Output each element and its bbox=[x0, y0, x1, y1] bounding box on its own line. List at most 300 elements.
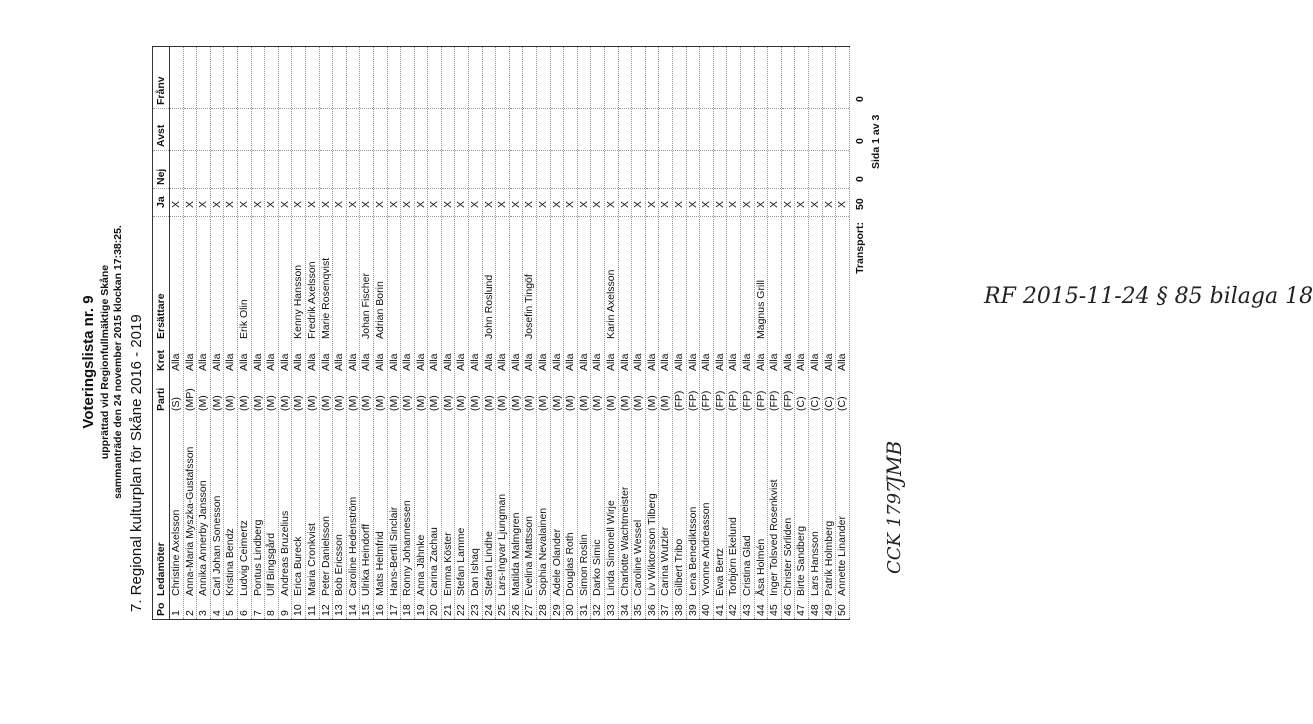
cell-absent bbox=[333, 47, 346, 109]
cell-substitute bbox=[252, 217, 265, 342]
total-no: 0 bbox=[854, 176, 866, 182]
cell-absent bbox=[578, 47, 591, 109]
table-row bbox=[646, 47, 660, 619]
cell-member-name: Patrik Holmberg bbox=[822, 520, 835, 596]
cell-party: (M) bbox=[333, 395, 346, 411]
cell-no bbox=[184, 151, 197, 189]
table-row bbox=[320, 47, 334, 619]
cell-no bbox=[836, 151, 849, 189]
cell-po: 38 bbox=[672, 604, 685, 616]
transport-label: Transport: bbox=[854, 222, 866, 274]
table-row bbox=[428, 47, 442, 619]
cell-abstain bbox=[823, 109, 836, 151]
cell-no bbox=[809, 151, 822, 189]
cell-substitute bbox=[578, 217, 591, 342]
cell-yes: X bbox=[211, 189, 224, 217]
cell-po: 12 bbox=[319, 604, 332, 616]
cell-yes: X bbox=[455, 189, 468, 217]
cell-po: 8 bbox=[265, 610, 278, 616]
cell-member-name: Carl Johan Sonesson bbox=[210, 495, 223, 596]
cell-po: 9 bbox=[278, 610, 291, 616]
cell-abstain bbox=[809, 109, 822, 151]
cell-po: 27 bbox=[523, 604, 536, 616]
cell-district: Alla bbox=[686, 353, 699, 371]
cell-yes: X bbox=[184, 189, 197, 217]
cell-absent bbox=[428, 47, 441, 109]
cell-po: 30 bbox=[564, 604, 577, 616]
table-row bbox=[469, 47, 483, 619]
cell-substitute: Fredrik Axelsson bbox=[305, 261, 318, 339]
cell-absent bbox=[836, 47, 849, 109]
cell-po: 50 bbox=[836, 604, 849, 616]
cell-no bbox=[619, 151, 632, 189]
cell-party: (FP) bbox=[713, 390, 726, 411]
cell-member-name: Caroline Wessel bbox=[632, 519, 645, 596]
cell-yes: X bbox=[320, 189, 333, 217]
column-header-yes: Ja bbox=[153, 189, 169, 217]
cell-district: Alla bbox=[768, 353, 781, 371]
column-header-party: Parti bbox=[155, 387, 167, 411]
cell-member-name: Ulrika Heindorff bbox=[360, 523, 373, 596]
cell-district: Alla bbox=[237, 353, 250, 371]
cell-abstain bbox=[197, 109, 210, 151]
cell-party: (C) bbox=[822, 396, 835, 411]
cell-abstain bbox=[768, 109, 781, 151]
cell-member-name: Anna-Maria Myszka-Gustafsson bbox=[183, 446, 196, 596]
cell-absent bbox=[687, 47, 700, 109]
cell-po: 11 bbox=[305, 605, 318, 616]
table-row bbox=[415, 47, 429, 619]
cell-yes: X bbox=[836, 189, 849, 217]
cell-party: (M) bbox=[537, 395, 550, 411]
cell-po: 32 bbox=[591, 604, 604, 616]
table-row bbox=[292, 47, 306, 619]
cell-abstain bbox=[469, 109, 482, 151]
cell-po: 17 bbox=[387, 604, 400, 616]
cell-district: Alla bbox=[781, 353, 794, 371]
cell-po: 14 bbox=[346, 604, 359, 616]
cell-yes: X bbox=[292, 189, 305, 217]
cell-po: 40 bbox=[700, 604, 713, 616]
cell-yes: X bbox=[347, 189, 360, 217]
table-row bbox=[700, 47, 714, 619]
cell-district: Alla bbox=[618, 353, 631, 371]
cell-member-name: Adele Olander bbox=[550, 528, 563, 596]
cell-district: Alla bbox=[428, 353, 441, 371]
cell-party: (M) bbox=[346, 395, 359, 411]
cell-member-name: Lars Hansson bbox=[808, 531, 821, 596]
cell-party: (C) bbox=[836, 396, 849, 411]
table-header-row bbox=[153, 47, 170, 619]
cell-absent bbox=[768, 47, 781, 109]
cell-substitute bbox=[795, 217, 808, 342]
cell-absent bbox=[320, 47, 333, 109]
cell-district: Alla bbox=[713, 353, 726, 371]
cell-abstain bbox=[782, 109, 795, 151]
cell-yes: X bbox=[809, 189, 822, 217]
cell-district: Alla bbox=[170, 353, 182, 371]
cell-po: 22 bbox=[455, 604, 468, 616]
cell-absent bbox=[265, 47, 278, 109]
cell-party: (M) bbox=[360, 395, 373, 411]
cell-member-name: Cristina Glad bbox=[740, 535, 753, 596]
cell-abstain bbox=[374, 109, 387, 151]
cell-no bbox=[646, 151, 659, 189]
cell-abstain bbox=[646, 109, 659, 151]
cell-substitute: Kenny Hansson bbox=[292, 264, 305, 339]
cell-party: (M) bbox=[441, 395, 454, 411]
table-row bbox=[510, 47, 524, 619]
cell-no bbox=[170, 151, 183, 189]
cell-absent bbox=[306, 47, 319, 109]
cell-absent bbox=[347, 47, 360, 109]
cell-member-name: Caroline Hedenström bbox=[346, 496, 359, 596]
cell-yes: X bbox=[197, 189, 210, 217]
table-row bbox=[809, 47, 823, 619]
cell-no bbox=[211, 151, 224, 189]
cell-member-name: Christer Sörliden bbox=[781, 517, 794, 596]
table-row bbox=[442, 47, 456, 619]
cell-party: (M) bbox=[305, 395, 318, 411]
cell-no bbox=[360, 151, 373, 189]
cell-party: (FP) bbox=[768, 390, 781, 411]
cell-substitute: Josefin Tingöf bbox=[523, 274, 536, 339]
cell-yes: X bbox=[700, 189, 713, 217]
cell-no bbox=[388, 151, 401, 189]
cell-abstain bbox=[605, 109, 618, 151]
cell-abstain bbox=[360, 109, 373, 151]
cell-party: (M) bbox=[401, 395, 414, 411]
cell-po: 10 bbox=[292, 604, 305, 616]
cell-po: 4 bbox=[210, 610, 223, 616]
cell-no bbox=[347, 151, 360, 189]
cell-member-name: Maria Cronkvist bbox=[305, 523, 318, 596]
cell-substitute bbox=[823, 217, 836, 342]
cell-no bbox=[442, 151, 455, 189]
table-row bbox=[197, 47, 211, 619]
cell-po: 42 bbox=[727, 604, 740, 616]
cell-po: 21 bbox=[441, 604, 454, 616]
table-row bbox=[578, 47, 592, 619]
table-body bbox=[170, 47, 850, 619]
table-row bbox=[523, 47, 537, 619]
transport-totals-row bbox=[852, 48, 868, 620]
table-row bbox=[252, 47, 266, 619]
cell-po: 41 bbox=[713, 604, 726, 616]
cell-abstain bbox=[224, 109, 237, 151]
cell-party: (M) bbox=[496, 395, 509, 411]
cell-member-name: Darko Simic bbox=[591, 539, 604, 596]
table-row bbox=[768, 47, 782, 619]
cell-member-name: Stefan Lamme bbox=[455, 527, 468, 596]
cell-po: 33 bbox=[605, 604, 617, 616]
cell-absent bbox=[673, 47, 686, 109]
cell-abstain bbox=[401, 109, 414, 151]
cell-member-name: Hans-Bertil Sinclair bbox=[387, 506, 400, 596]
cell-party: (M) bbox=[509, 395, 522, 411]
cell-no bbox=[782, 151, 795, 189]
handwritten-reference: RF 2015-11-24 § 85 bilaga 18 bbox=[984, 284, 1313, 309]
table-row bbox=[687, 47, 701, 619]
cell-absent bbox=[469, 47, 482, 109]
cell-party: (M) bbox=[319, 395, 332, 411]
cell-po: 28 bbox=[537, 604, 550, 616]
cell-party: (C) bbox=[808, 396, 821, 411]
cell-no bbox=[401, 151, 414, 189]
cell-no bbox=[551, 151, 564, 189]
cell-po: 49 bbox=[822, 604, 835, 616]
table-row bbox=[170, 47, 184, 619]
cell-member-name: Peter Danielsson bbox=[319, 516, 332, 596]
cell-member-name: Anna Jähnke bbox=[414, 534, 427, 596]
cell-yes: X bbox=[605, 189, 618, 217]
cell-no bbox=[741, 151, 754, 189]
cell-district: Alla bbox=[700, 353, 713, 371]
cell-absent bbox=[224, 47, 237, 109]
cell-yes: X bbox=[659, 189, 672, 217]
cell-party: (M) bbox=[564, 395, 577, 411]
cell-po: 3 bbox=[197, 610, 210, 616]
cell-party: (M) bbox=[577, 395, 590, 411]
cell-no bbox=[632, 151, 645, 189]
cell-absent bbox=[197, 47, 210, 109]
cell-party: (M) bbox=[197, 395, 210, 411]
cell-substitute bbox=[809, 217, 822, 342]
cell-absent bbox=[632, 47, 645, 109]
cell-absent bbox=[238, 47, 251, 109]
cell-substitute bbox=[591, 217, 604, 342]
table-row bbox=[823, 47, 837, 619]
cell-no bbox=[428, 151, 441, 189]
cell-substitute bbox=[564, 217, 577, 342]
cell-substitute bbox=[659, 217, 672, 342]
table-row bbox=[673, 47, 687, 619]
cell-party: (FP) bbox=[700, 390, 713, 411]
cell-substitute bbox=[782, 217, 795, 342]
cell-member-name: Birte Sandberg bbox=[795, 525, 808, 596]
cell-abstain bbox=[551, 109, 564, 151]
cell-member-name: Carina Wutzler bbox=[659, 526, 672, 596]
cell-absent bbox=[211, 47, 224, 109]
table-row bbox=[564, 47, 578, 619]
cell-member-name: Ewa Bertz bbox=[713, 548, 726, 596]
cell-member-name: Annette Linander bbox=[836, 516, 849, 596]
table-row bbox=[619, 47, 633, 619]
cell-substitute bbox=[415, 217, 428, 342]
cell-absent bbox=[279, 47, 292, 109]
cell-abstain bbox=[415, 109, 428, 151]
cell-absent bbox=[727, 47, 740, 109]
cell-district: Alla bbox=[808, 353, 821, 371]
cell-yes: X bbox=[632, 189, 645, 217]
cell-district: Alla bbox=[577, 353, 590, 371]
cell-po: 31 bbox=[577, 604, 590, 616]
cell-abstain bbox=[537, 109, 550, 151]
cell-substitute bbox=[741, 217, 754, 342]
document-title: Voteringslista nr. 9 bbox=[80, 295, 97, 429]
cell-abstain bbox=[523, 109, 536, 151]
cell-member-name: Kristina Bendz bbox=[224, 528, 237, 596]
cell-district: Alla bbox=[333, 353, 346, 371]
cell-substitute bbox=[184, 217, 197, 342]
cell-member-name: Stefan Lindhe bbox=[482, 531, 495, 596]
cell-no bbox=[279, 151, 292, 189]
cell-absent bbox=[605, 47, 618, 109]
meeting-datetime: sammanträde den 24 november 2015 klockan 17:38:25. bbox=[112, 225, 124, 499]
cell-substitute bbox=[687, 217, 700, 342]
cell-party: (M) bbox=[251, 395, 264, 411]
cell-substitute bbox=[455, 217, 468, 342]
cell-yes: X bbox=[279, 189, 292, 217]
cell-member-name: Torbjörn Ekelund bbox=[727, 517, 740, 596]
cell-member-name: Charlotte Wachtmeister bbox=[618, 486, 631, 596]
cell-yes: X bbox=[619, 189, 632, 217]
cell-yes: X bbox=[415, 189, 428, 217]
handwritten-initials: CCK 1797 bbox=[884, 481, 905, 574]
cell-district: Alla bbox=[591, 353, 604, 371]
table-row bbox=[224, 47, 238, 619]
cell-no bbox=[333, 151, 346, 189]
total-abstain: 0 bbox=[854, 138, 866, 144]
cell-abstain bbox=[347, 109, 360, 151]
cell-party: (M) bbox=[292, 395, 305, 411]
cell-po: 39 bbox=[686, 604, 699, 616]
cell-abstain bbox=[496, 109, 509, 151]
cell-substitute: Marie Rosenqvist bbox=[319, 257, 332, 339]
cell-member-name: Carina Zachau bbox=[428, 527, 441, 596]
cell-po: 20 bbox=[428, 604, 441, 616]
cell-absent bbox=[795, 47, 808, 109]
cell-substitute: Adrian Borin bbox=[373, 281, 386, 339]
cell-abstain bbox=[252, 109, 265, 151]
cell-member-name: Linda Simonell Wirje bbox=[605, 500, 617, 596]
cell-absent bbox=[591, 47, 604, 109]
table-row bbox=[374, 47, 388, 619]
cell-substitute bbox=[388, 217, 401, 342]
table-row bbox=[333, 47, 347, 619]
cell-party: (M) bbox=[523, 395, 536, 411]
cell-substitute bbox=[347, 217, 360, 342]
column-header-substitute: Ersättare bbox=[155, 293, 167, 339]
cell-yes: X bbox=[768, 189, 781, 217]
column-header-po: Po bbox=[155, 602, 167, 616]
table-row bbox=[836, 47, 850, 619]
cell-district: Alla bbox=[278, 353, 291, 371]
cell-no bbox=[238, 151, 251, 189]
cell-party: (M) bbox=[237, 395, 250, 411]
cell-member-name: Lena Benediktsson bbox=[686, 506, 699, 596]
cell-party: (M) bbox=[414, 395, 427, 411]
cell-no bbox=[292, 151, 305, 189]
cell-district: Alla bbox=[727, 353, 740, 371]
cell-district: Alla bbox=[754, 353, 767, 371]
cell-no bbox=[823, 151, 836, 189]
cell-no bbox=[415, 151, 428, 189]
cell-abstain bbox=[687, 109, 700, 151]
cell-absent bbox=[523, 47, 536, 109]
table-row bbox=[632, 47, 646, 619]
cell-district: Alla bbox=[401, 353, 414, 371]
cell-no bbox=[455, 151, 468, 189]
cell-abstain bbox=[442, 109, 455, 151]
cell-yes: X bbox=[782, 189, 795, 217]
cell-district: Alla bbox=[305, 353, 318, 371]
cell-no bbox=[591, 151, 604, 189]
table-row bbox=[755, 47, 769, 619]
cell-po: 47 bbox=[795, 604, 808, 616]
cell-po: 44 bbox=[754, 604, 767, 616]
cell-abstain bbox=[292, 109, 305, 151]
cell-no bbox=[714, 151, 727, 189]
cell-substitute: Johan Fischer bbox=[360, 273, 373, 339]
cell-member-name: Emma Köster bbox=[441, 532, 454, 596]
cell-yes: X bbox=[646, 189, 659, 217]
column-header-members: Ledamöter bbox=[155, 542, 167, 596]
cell-abstain bbox=[483, 109, 496, 151]
cell-absent bbox=[496, 47, 509, 109]
cell-district: Alla bbox=[672, 353, 685, 371]
cell-abstain bbox=[333, 109, 346, 151]
cell-district: Alla bbox=[265, 353, 278, 371]
cell-no bbox=[768, 151, 781, 189]
column-header-district: Kret bbox=[155, 349, 167, 371]
cell-substitute bbox=[551, 217, 564, 342]
table-row bbox=[605, 47, 619, 619]
cell-yes: X bbox=[238, 189, 251, 217]
cell-district: Alla bbox=[822, 353, 835, 371]
cell-substitute: Karin Axelsson bbox=[605, 269, 617, 339]
cell-yes: X bbox=[523, 189, 536, 217]
cell-abstain bbox=[700, 109, 713, 151]
cell-abstain bbox=[659, 109, 672, 151]
cell-substitute bbox=[265, 217, 278, 342]
cell-district: Alla bbox=[469, 353, 482, 371]
cell-district: Alla bbox=[360, 353, 373, 371]
cell-member-name: Bob Ericsson bbox=[333, 534, 346, 596]
cell-no bbox=[687, 151, 700, 189]
cell-po: 16 bbox=[373, 604, 386, 616]
cell-po: 35 bbox=[632, 604, 645, 616]
total-absent: 0 bbox=[854, 96, 866, 102]
cell-member-name: Yvonne Andreasson bbox=[700, 502, 713, 596]
cell-abstain bbox=[211, 109, 224, 151]
table-row bbox=[455, 47, 469, 619]
cell-po: 29 bbox=[550, 604, 563, 616]
cell-district: Alla bbox=[183, 353, 196, 371]
cell-party: (M) bbox=[224, 395, 237, 411]
cell-yes: X bbox=[265, 189, 278, 217]
cell-no bbox=[755, 151, 768, 189]
cell-yes: X bbox=[551, 189, 564, 217]
cell-absent bbox=[714, 47, 727, 109]
cell-district: Alla bbox=[509, 353, 522, 371]
cell-absent bbox=[551, 47, 564, 109]
column-header-absent: Frånv bbox=[153, 47, 169, 109]
cell-absent bbox=[401, 47, 414, 109]
cell-party: (M) bbox=[278, 395, 291, 411]
cell-absent bbox=[510, 47, 523, 109]
cell-substitute: Erik Olin bbox=[237, 299, 250, 339]
cell-absent bbox=[388, 47, 401, 109]
cell-absent bbox=[755, 47, 768, 109]
cell-substitute bbox=[619, 217, 632, 342]
cell-party: (FP) bbox=[754, 390, 767, 411]
cell-substitute bbox=[836, 217, 849, 342]
cell-abstain bbox=[619, 109, 632, 151]
cell-no bbox=[700, 151, 713, 189]
cell-yes: X bbox=[388, 189, 401, 217]
cell-yes: X bbox=[401, 189, 414, 217]
